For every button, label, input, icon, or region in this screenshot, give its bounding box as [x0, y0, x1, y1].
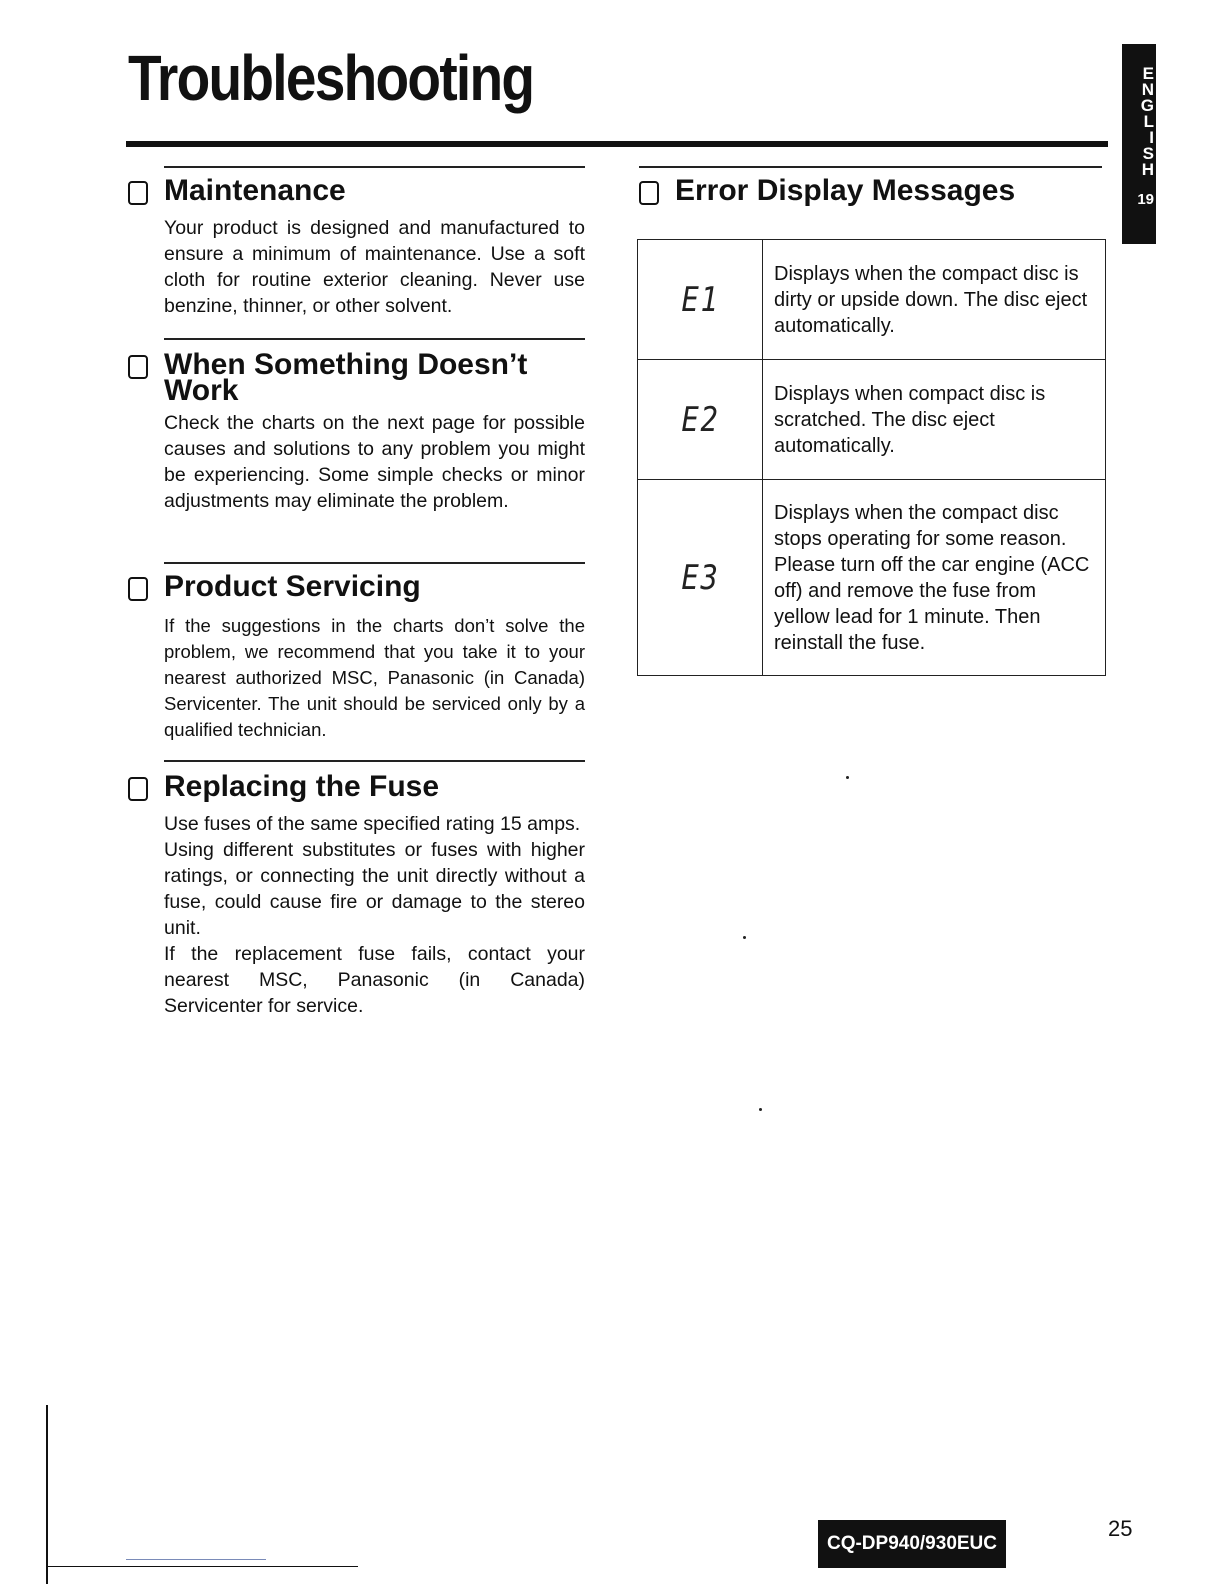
scan-speck	[759, 1108, 762, 1111]
table-row	[638, 480, 1106, 676]
error-display-messages-heading	[639, 174, 1102, 207]
replacing-the-fuse-section	[128, 760, 585, 1019]
error-code-display: E1	[680, 279, 720, 320]
language-tab-letter: N	[1141, 80, 1154, 99]
error-display-messages-section	[639, 166, 1102, 205]
checkbox-icon	[128, 577, 148, 601]
margin-line	[46, 1405, 48, 1584]
error-code-display: E2	[680, 399, 720, 440]
error-description: Displays when the compact disc stops operating for some reason. Please turn off the car engine (ACC off) and remove the fuse from yellow lead for 1 minute. Then reinstall the fuse.	[763, 480, 1106, 676]
section-divider	[164, 338, 585, 340]
error-display-messages-heading-text: Error Display Messages	[675, 174, 1016, 207]
maintenance-body: Your product is designed and manufactured to ensure a minimum of maintenance. Use a soft cloth for routine exterior cleaning. Never use benzine, thinner, or other solvent.	[164, 217, 585, 317]
checkbox-icon	[128, 181, 148, 205]
language-tab-letter: E	[1142, 64, 1154, 83]
table-row	[638, 360, 1106, 480]
replacing-the-fuse-heading-text: Replacing the Fuse	[164, 770, 440, 803]
title-divider	[126, 141, 1108, 147]
when-something-doesnt-work-body: Check the charts on the next page for possible causes and solutions to any problem you might be experiencing. Some simple checks or minor adjustments may eliminate the problem.	[164, 412, 585, 512]
section-divider	[164, 166, 585, 168]
language-tab-letter: L	[1143, 112, 1154, 131]
maintenance-heading	[128, 174, 585, 207]
error-code-cell	[638, 360, 763, 480]
error-description: Displays when the compact disc is dirty or upside down. The disc eject automatically.	[763, 240, 1106, 360]
language-tab-letter: S	[1142, 144, 1154, 163]
language-tab-letter: H	[1141, 160, 1154, 179]
product-servicing-heading-text: Product Servicing	[164, 570, 421, 603]
replacing-the-fuse-heading	[128, 770, 585, 803]
table-row	[638, 240, 1106, 360]
product-servicing-section	[128, 562, 585, 743]
error-description: Displays when compact disc is scratched. The disc eject automatically.	[763, 360, 1106, 480]
language-tab	[1122, 44, 1156, 244]
product-servicing-heading	[128, 570, 585, 603]
section-divider	[164, 760, 585, 762]
error-code-cell	[638, 240, 763, 360]
when-something-doesnt-work-section	[128, 338, 585, 514]
language-tab-letter: I	[1149, 128, 1154, 147]
model-badge: CQ-DP940/930EUC	[818, 1520, 1006, 1568]
when-something-doesnt-work-heading-line1: When Something Doesn’t	[164, 348, 528, 381]
section-divider	[164, 562, 585, 564]
error-code-display: E3	[680, 557, 720, 598]
maintenance-heading-text: Maintenance	[164, 174, 346, 207]
margin-line	[46, 1566, 358, 1567]
checkbox-icon	[639, 181, 659, 205]
error-messages-table	[637, 239, 1106, 676]
when-something-doesnt-work-heading-line2: Work	[164, 374, 239, 407]
page-title: Troubleshooting	[128, 42, 534, 114]
replacing-the-fuse-paragraph: Use fuses of the same specified rating 15 amps.	[164, 813, 581, 835]
language-tab-letter: G	[1140, 96, 1154, 115]
product-servicing-body: If the suggestions in the charts don’t solve the problem, we recommend that you take it to your nearest authorized MSC, Panasonic (in Canada) Servicenter. The unit should be serviced only by a qualified technician.	[164, 615, 585, 740]
maintenance-section	[128, 166, 585, 319]
language-tab-letters	[1141, 66, 1154, 178]
checkbox-icon	[128, 777, 148, 801]
replacing-the-fuse-paragraph: Using different substitutes or fuses with higher ratings, or connecting the unit directly without a fuse, could cause fire or damage to the stereo unit.	[164, 839, 585, 939]
replacing-the-fuse-paragraph: If the replacement fuse fails, contact your nearest MSC, Panasonic (in Canada) Servicenter for service.	[164, 943, 585, 1017]
language-tab-page-ref: 19	[1137, 191, 1154, 208]
page-number: 25	[1108, 1516, 1133, 1541]
checkbox-icon	[128, 355, 148, 379]
when-something-doesnt-work-heading	[128, 348, 585, 407]
section-divider	[639, 166, 1102, 168]
error-code-cell	[638, 480, 763, 676]
scan-speck	[743, 936, 746, 939]
scan-speck	[846, 776, 849, 779]
margin-line	[126, 1559, 266, 1560]
